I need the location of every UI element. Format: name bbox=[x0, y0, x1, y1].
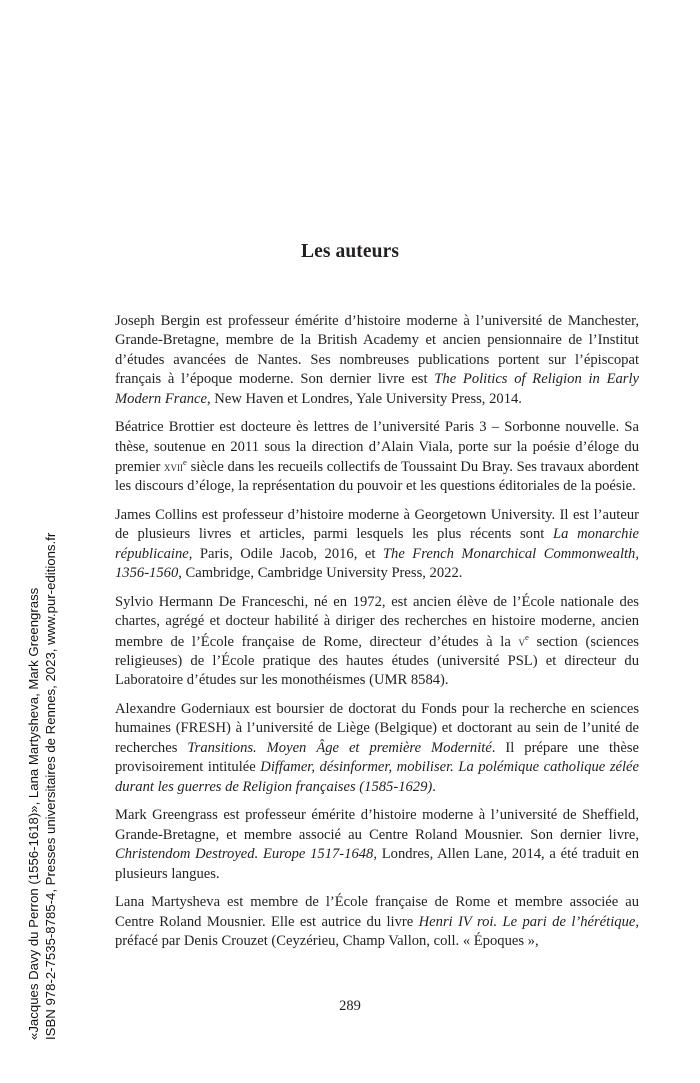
book-title: The Politics of Religion in Early Modern France bbox=[115, 371, 639, 407]
book-title: Henri IV roi. Le pari de l’hérétique bbox=[418, 913, 636, 930]
bio-text: , New Haven et Londres, Yale University Press, 2014. bbox=[207, 390, 522, 407]
bio-text: , Paris, Odile Jacob, 2016, et bbox=[188, 545, 383, 562]
bio-text: section (sciences religieuses) de l’École pratique des hautes études (université PSL) et directeur du Laboratoire d’études sur les monothéismes (UMR 8584). bbox=[115, 633, 639, 689]
bio-text: , préfacé par Denis Crouzet (Ceyzérieu, Champ Vallon, coll. « Époques », bbox=[115, 913, 639, 949]
bio-text: James Collins est professeur d’histoire moderne à Georgetown University. Il est l’auteur de plusieurs livres et articles, parmi lesquels les plus récents sont bbox=[115, 507, 639, 543]
author-bio-martysheva bbox=[115, 893, 639, 951]
authors-list bbox=[115, 312, 639, 961]
bio-text: . bbox=[432, 778, 436, 795]
page-number: 289 bbox=[339, 998, 361, 1014]
book-title: La monarchie républicaine bbox=[115, 526, 640, 562]
author-bio-greengrass bbox=[115, 806, 639, 884]
side-note bbox=[26, 533, 59, 1040]
page-title: Les auteurs bbox=[300, 241, 400, 262]
bio-text: , Cambridge, Cambridge University Press, 2022. bbox=[178, 565, 463, 582]
bio-text: Lana Martysheva est membre de l’École française de Rome et membre associée au Centre Roland Mousnier. Elle est autrice du livre bbox=[115, 894, 639, 930]
side-note-citation: «Jacques Davy du Perron (1556-1618)», Lana Martysheva, Mark Greengrass bbox=[26, 587, 41, 1040]
book-title: Diffamer, désinformer, mobiliser. La polémique catholique zélée durant les guerres de Religion françaises (1585-1629) bbox=[115, 759, 639, 795]
bio-text: . Il prépare une thèse provisoirement intitulée bbox=[115, 739, 639, 776]
superscript: e bbox=[524, 631, 529, 642]
book-title: Christendom Destroyed. Europe 1517-1648 bbox=[115, 846, 374, 863]
bio-text: Sylvio Hermann De Franceschi, né en 1972, est ancien élève de l’École nationale des chartes, agrégé et docteur habilité à diriger des recherches en histoire moderne, ancien membre de l’École française de Rome, directeur d’études à la bbox=[115, 593, 639, 650]
bio-text: siècle dans les recueils collectifs de Toussaint Du Bray. Ses travaux abordent les discours d’éloge, la représentation du pouvoir et les questions éditoriales de la poésie. bbox=[115, 459, 639, 495]
author-bio-de-franceschi bbox=[115, 593, 639, 691]
bio-text: Mark Greengrass est professeur émérite d’histoire moderne à l’université de Sheffield, Grande-Bretagne, et membre associé au Centre Roland Mousnier. Son dernier livre, bbox=[115, 807, 639, 843]
bio-text: , Londres, Allen Lane, 2014, a été traduit en plusieurs langues. bbox=[115, 846, 639, 882]
book-title: The French Monarchical Commonwealth, 1356-1560 bbox=[115, 545, 639, 582]
author-bio-goderniaux bbox=[115, 700, 639, 797]
roman-numeral: xvii bbox=[164, 459, 184, 475]
roman-numeral: v bbox=[518, 633, 525, 649]
side-note-isbn: ISBN 978-2-7535-8785-4, Presses universitaires de Rennes, 2023, www.pur-editions.fr bbox=[42, 532, 58, 1040]
book-title: Transitions. Moyen Âge et première Modernité bbox=[187, 739, 492, 756]
author-bio-brottier bbox=[115, 418, 639, 497]
bio-text: Joseph Bergin est professeur émérite d’histoire moderne à l’université de Manchester, Grande-Bretagne, membre de la British Academy et ancien pensionnaire de l’Institut d’études avancées de Nantes. Ses nombreuses publications portent sur l’épiscopat français à l’époque moderne. Son dernier livre est bbox=[115, 313, 639, 388]
author-bio-bergin bbox=[115, 312, 639, 409]
bio-text: Alexandre Goderniaux est boursier de doctorat du Fonds pour la recherche en sciences humaines (FRESH) à l’université de Liège (Belgique) et doctorant au sein de l’unité de recherches bbox=[115, 701, 639, 756]
bio-text: Béatrice Brottier est docteure ès lettres de l’université Paris 3 – Sorbonne nouvelle. Sa thèse, soutenue en 2011 sous la direction d’Alain Viala, porte sur la poésie d’éloge du premier bbox=[115, 419, 639, 476]
superscript: e bbox=[183, 457, 187, 468]
author-bio-collins bbox=[115, 506, 639, 584]
